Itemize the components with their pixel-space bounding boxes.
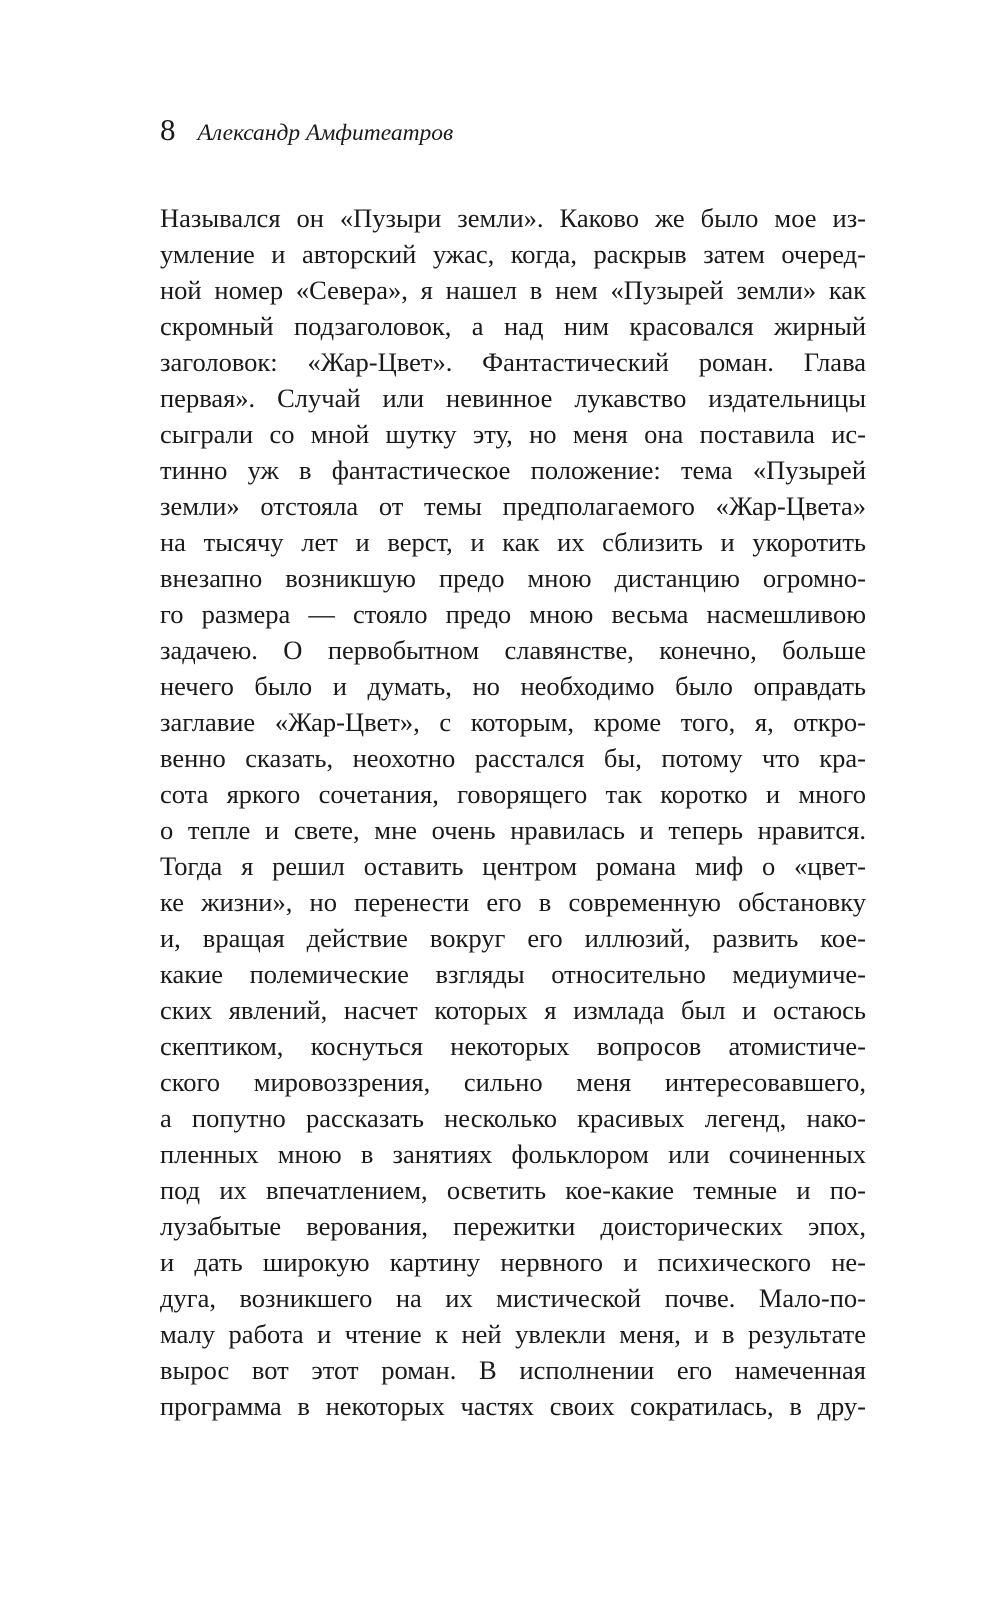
text-line: ной номер «Севера», я нашел в нем «Пузырей земли» как	[160, 275, 866, 305]
text-line: сота яркого сочетания, говорящего так коротко и много	[160, 779, 866, 809]
text-line: и, вращая действие вокруг его иллюзий, развить кое-	[160, 923, 866, 953]
book-author: Александр Амфитеатров	[197, 120, 454, 146]
text-line: нечего было и думать, но необходимо было оправдать	[160, 671, 866, 701]
text-line: ских явлений, насчет которых я измлада был и остаюсь	[160, 995, 866, 1025]
text-line: тинно уж в фантастическое положение: тема «Пузырей	[160, 455, 866, 485]
text-line: под их впечатлением, осветить кое-какие темные и по-	[160, 1175, 866, 1205]
text-line: земли» отстояла от темы предполагаемого «Жар-Цвета»	[160, 491, 866, 521]
text-line: заглавие «Жар-Цвет», с которым, кроме того, я, откро-	[160, 707, 866, 737]
text-line: сыграли со мной шутку эту, но меня она поставила ис-	[160, 419, 866, 449]
text-line: какие полемические взгляды относительно медиумиче-	[160, 959, 866, 989]
text-line: скептиком, коснуться некоторых вопросов атомистиче-	[160, 1031, 866, 1061]
text-line: о тепле и свете, мне очень нравилась и теперь нравится.	[160, 815, 866, 845]
text-line: скромный подзаголовок, а над ним красовался жирный	[160, 311, 866, 341]
text-line: умление и авторский ужас, когда, раскрыв затем очеред-	[160, 239, 866, 269]
page-number: 8	[160, 112, 176, 147]
text-line: дуга, возникшего на их мистической почве. Мало-по-	[160, 1283, 866, 1313]
body-text	[160, 200, 866, 1424]
text-line: на тысячу лет и верст, и как их сблизить и укоротить	[160, 527, 866, 557]
text-line: венно сказать, неохотно расстался бы, потому что кра-	[160, 743, 866, 773]
text-line: пленных мною в занятиях фольклором или сочиненных	[160, 1139, 866, 1169]
text-line: лузабытые верования, пережитки доисторических эпох,	[160, 1211, 866, 1241]
running-head	[160, 110, 453, 150]
text-line: Назывался он «Пузыри земли». Каково же было мое из-	[160, 203, 866, 233]
text-line: ке жизни», но перенести его в современную обстановку	[160, 887, 866, 917]
text-line: вырос вот этот роман. В исполнении его намеченная	[160, 1355, 866, 1385]
text-line: ского мировоззрения, сильно меня интересовавшего,	[160, 1067, 866, 1097]
text-line: Тогда я решил оставить центром романа миф о «цвет-	[160, 851, 866, 881]
text-line: малу работа и чтение к ней увлекли меня, и в результате	[160, 1319, 866, 1349]
text-line: а попутно рассказать несколько красивых легенд, нако-	[160, 1103, 866, 1133]
text-line: задачею. О первобытном славянстве, конечно, больше	[160, 635, 866, 665]
text-line: го размера — стояло предо мною весьма насмешливою	[160, 599, 866, 629]
text-line: программа в некоторых частях своих сократилась, в дру-	[160, 1391, 866, 1421]
text-line: и дать широкую картину нервного и психического не-	[160, 1247, 866, 1277]
text-line: первая». Случай или невинное лукавство издательницы	[160, 383, 866, 413]
text-line: внезапно возникшую предо мною дистанцию огромно-	[160, 563, 866, 593]
text-line: заголовок: «Жар-Цвет». Фантастический роман. Глава	[160, 347, 866, 377]
